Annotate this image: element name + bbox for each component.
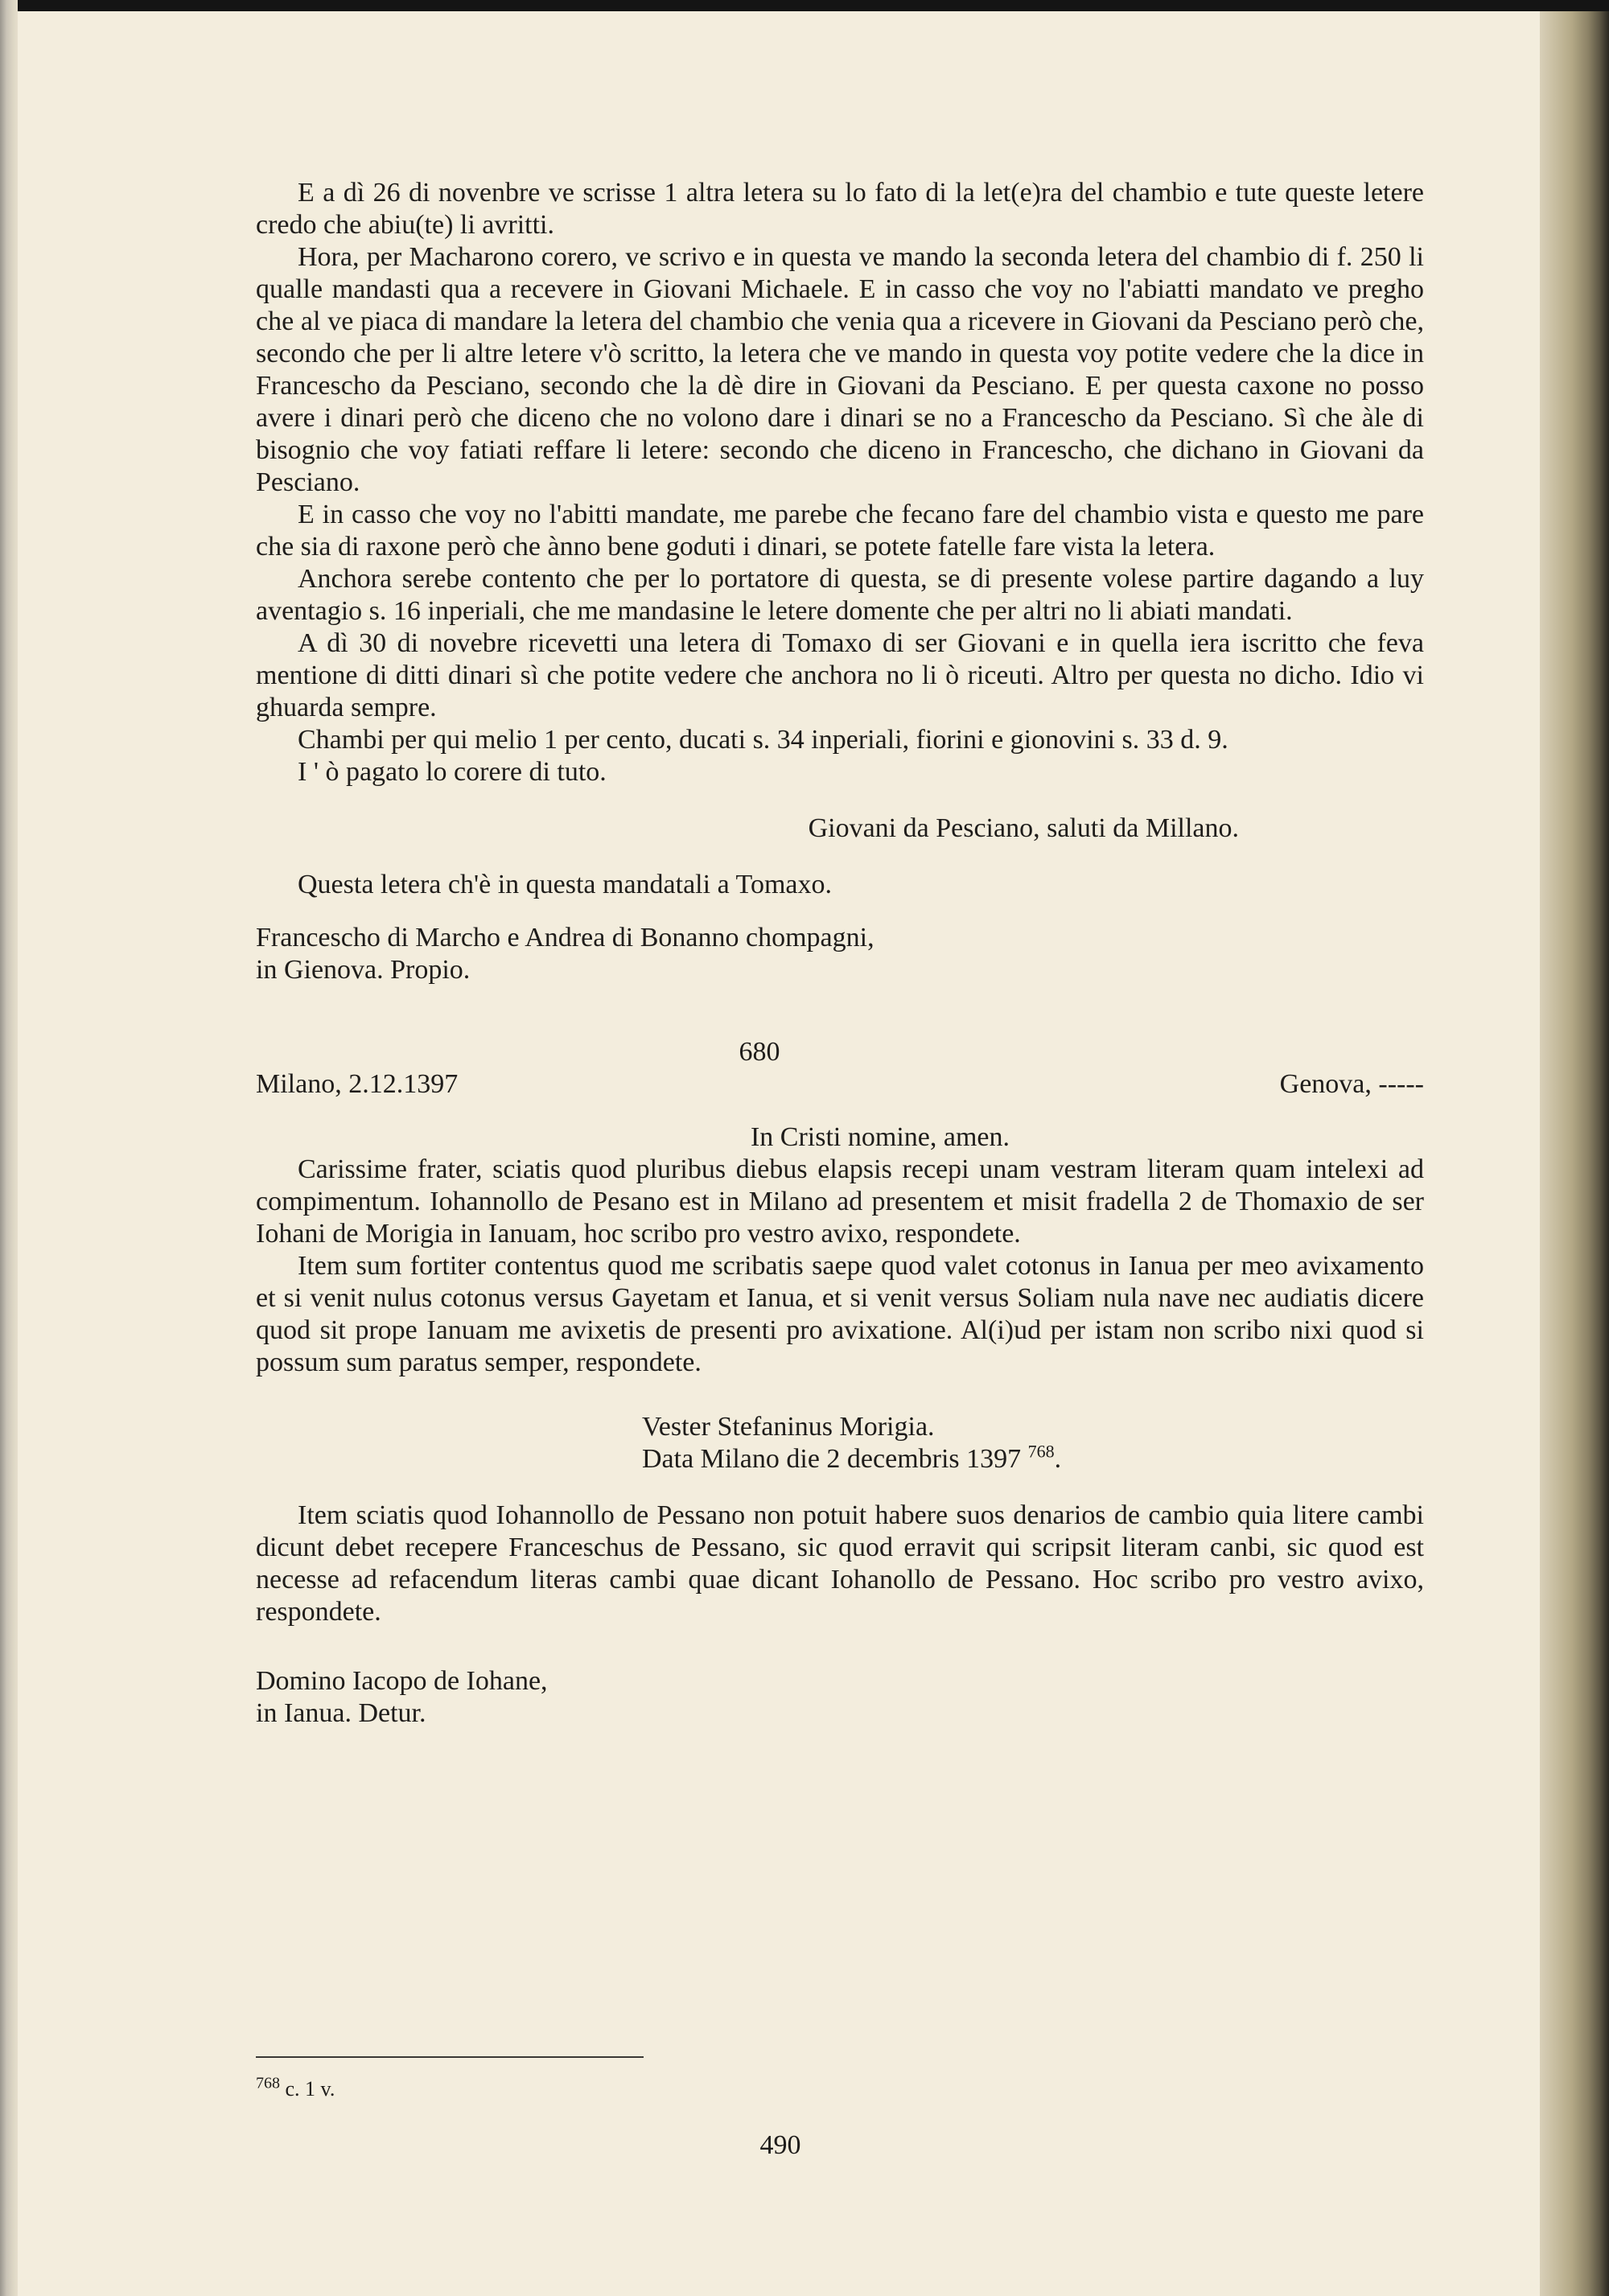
address-block [256,922,1424,986]
invocation: In Cristi nomine, amen. [750,1122,1010,1152]
signature-line: Vester Stefaninus Morigia. [642,1412,935,1442]
scan-top-border [0,0,1609,11]
dateline [256,1068,1424,1101]
payment-line: I ' ò pagato lo corere di tuto. [298,757,607,787]
footnote [256,2074,335,2101]
place-date: Milano, 2.12.1397 [256,1069,459,1099]
paragraph: E a dì 26 di novenbre ve scrisse 1 altra letera su lo fato di la let(e)ra del chambio e tute queste letere credo che abiu(te) li avritti. [256,178,1424,240]
paragraph: A dì 30 di novebre ricevetti una letera di Tomaxo di ser Giovani e in quella iera iscritto che feva mentione di ditti dinari sì che potite vedere che anchora no li ò riceuti. Altro per questa no dicho. Idio vi ghuarda sempre. [256,628,1424,722]
address-line: in Ianua. Detur. [256,1698,426,1728]
paragraph: Item sum fortiter contentus quod me scribatis saepe quod valet cotonus in Ianua per meo avixamento et si venit nulus cotonus versus Gayetam et Ianua, et si venit versus Soliam nula nave nec audiatis dicere quod sit prope Ianuam me avixetis de presenti pro avixatione. Al(i)ud per istam non scribo nixi quod si possum sum paratus semper, respondete. [256,1251,1424,1377]
letter-signature-block [256,1411,1424,1475]
letter-signature: Giovani da Pesciano, saluti da Millano. [808,813,1239,843]
date-text: Data Milano die 2 decembris 1397 [642,1444,1022,1474]
destination: Genova, ----- [1279,1069,1424,1099]
postscript: Item sciatis quod Iohannollo de Pessano non potuit habere suos denarios de cambio quia litere cambi dicunt debet recepere Franceschus de Pessano, sic quod erravit qui scripsit literam canbi, sic quod est necesse ad refacendum literas cambi quae dicant Iohanollo de Pessano. Hoc scribo pro vestro avixo, respondete. [256,1500,1424,1627]
footnote-reference: 768 [1027,1441,1055,1462]
paragraph: E in casso che voy no l'abitti mandate, me parebe che fecano fare del chambio vista e questo me pare che sia di raxone però che ànno bene goduti i dinari, se potete fatelle fare vista la letera. [256,500,1424,562]
page-edge-shadow [1540,11,1609,2296]
scan-left-border [0,0,18,2296]
postscript: Questa letera ch'è in questa mandatali a Tomaxo. [298,870,832,899]
footnote-text: c. 1 v. [285,2077,335,2101]
paragraph: Hora, per Macharono corero, ve scrivo e in questa ve mando la seconda letera del chambio di f. 250 li qualle mandasti qua a recevere in Giovani Michaele. E in casso che voy no l'abiatti mandato ve pregho che al ve piaca di mandare la letera del chambio che venia qua a ricevere in Giovani da Pesciano però che, secondo che per li altre letere v'ò scritto, la letera che ve mando in questa voy potite vedere che la dice in Francescho da Pesciano, secondo che la dè dire in Giovani da Pesciano. E per questa caxone no posso avere i dinari però che diceno che no volono dare i dinari se no a Francescho da Pesciano. Sì che àle di bisognio che voy fatiati reffare li letere: secondo che diceno in Francescho, che dichano in Giovani da Pesciano. [256,242,1424,497]
address-line: Domino Iacopo de Iohane, [256,1666,548,1696]
footnote-divider [256,2056,644,2058]
letter-number: 680 [739,1037,780,1067]
address-line: Francescho di Marcho e Andrea di Bonanno chompagni, [256,923,874,953]
exchange-rate-line: Chambi per qui melio 1 per cento, ducati s. 34 inperiali, fiorini e gionovini s. 33 d. 9. [298,725,1228,755]
main-text [256,177,1424,1730]
paragraph: Carissime frater, sciatis quod pluribus diebus elapsis recepi unam vestram literam quam intelexi ad compimentum. Iohannollo de Pesano est in Milano ad presentem et misit fradella 2 de Thomaxio de ser Iohani de Morigia in Ianuam, hoc scribo pro vestro avixo, respondete. [256,1154,1424,1249]
paragraph: Anchora serebe contento che per lo portatore di questa, se di presente volese partire dagando a luy aventagio s. 16 inperiali, che me mandasine le letere domente che per altri no li abiati mandati. [256,564,1424,626]
page-number: 490 [759,2130,801,2160]
date-line: Data Milano die 2 decembris 1397 $^{768}$. [642,1441,1062,1474]
address-block [256,1665,1424,1730]
footnote-mark: 768 [256,2074,280,2092]
address-line: in Gienova. Propio. [256,955,471,985]
